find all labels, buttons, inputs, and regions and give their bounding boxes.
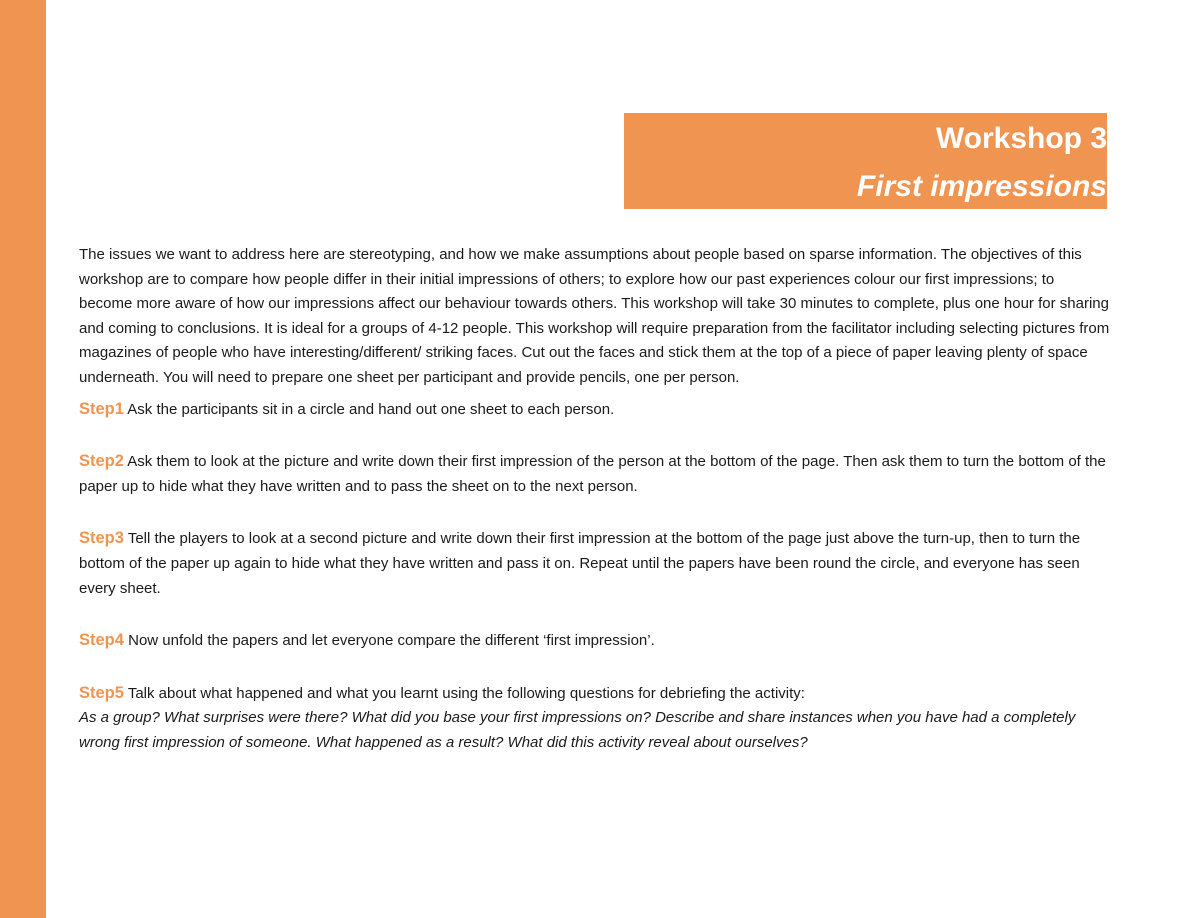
debrief-questions: As a group? What surprises were there? What did you base your first impressions on? Describe and share instances when you have had a completely wrong first impression of someone. What happened as a result? What did this activity reveal about ourselves? — [79, 709, 1076, 751]
step-3-label: Step3 — [79, 529, 124, 548]
step-2 — [79, 449, 1111, 499]
workshop-body — [79, 243, 1111, 756]
step-1-text: Ask the participants sit in a circle and hand out one sheet to each person. — [127, 400, 615, 418]
step-2-label: Step2 — [79, 452, 124, 471]
spacer — [79, 601, 1111, 628]
step-4-label: Step4 — [79, 631, 124, 650]
spacer — [79, 499, 1111, 526]
step-1-label: Step1 — [79, 399, 124, 418]
step-3-text: Tell the players to look at a second picture and write down their first impression at the bottom of the page just above the turn-up, then to turn the bottom of the paper up again to hide what they have written and pass it on. Repeat until the papers have been round the circle, and everyone has seen every sheet. — [79, 530, 1081, 597]
step-5-text: Talk about what happened and what you learnt using the following questions for debriefing the activity: — [127, 684, 805, 702]
step-5-label: Step5 — [79, 683, 124, 702]
spacer — [79, 654, 1111, 681]
workshop-subtitle: First impressions — [856, 170, 1107, 203]
intro-paragraph: The issues we want to address here are stereotyping, and how we make assumptions about people based on sparse information. The objectives of this workshop are to compare how people differ in their initial impressions of others; to explore how our past experiences colour our first impressions; to become more aware of how our impressions affect our behaviour towards others. This workshop will take 30 minutes to complete, plus one hour for sharing and coming to conclusions. It is ideal for a groups of 4-12 people. This workshop will require preparation from the facilitator including selecting pictures from magazines of people who have interesting/different/ striking faces. Cut out the faces and stick them at the top of a piece of paper leaving plenty of space underneath. You will need to prepare one sheet per participant and provide pencils, one per person. — [79, 246, 1110, 386]
step-3 — [79, 526, 1111, 601]
accent-side-bar — [0, 0, 46, 918]
step-2-text: Ask them to look at the picture and write down their first impression of the person at the bottom of the page. Then ask them to turn the bottom of the paper up to hide what they have written and to pass the sheet on to the next person. — [79, 453, 1106, 495]
step-5 — [79, 681, 1111, 707]
step-4-text: Now unfold the papers and let everyone compare the different ‘first impression’. — [128, 632, 655, 650]
step-1 — [79, 397, 1111, 423]
spacer — [79, 422, 1111, 449]
step-4 — [79, 628, 1111, 654]
workshop-title: Workshop 3 — [935, 122, 1107, 155]
title-banner — [624, 113, 1107, 209]
